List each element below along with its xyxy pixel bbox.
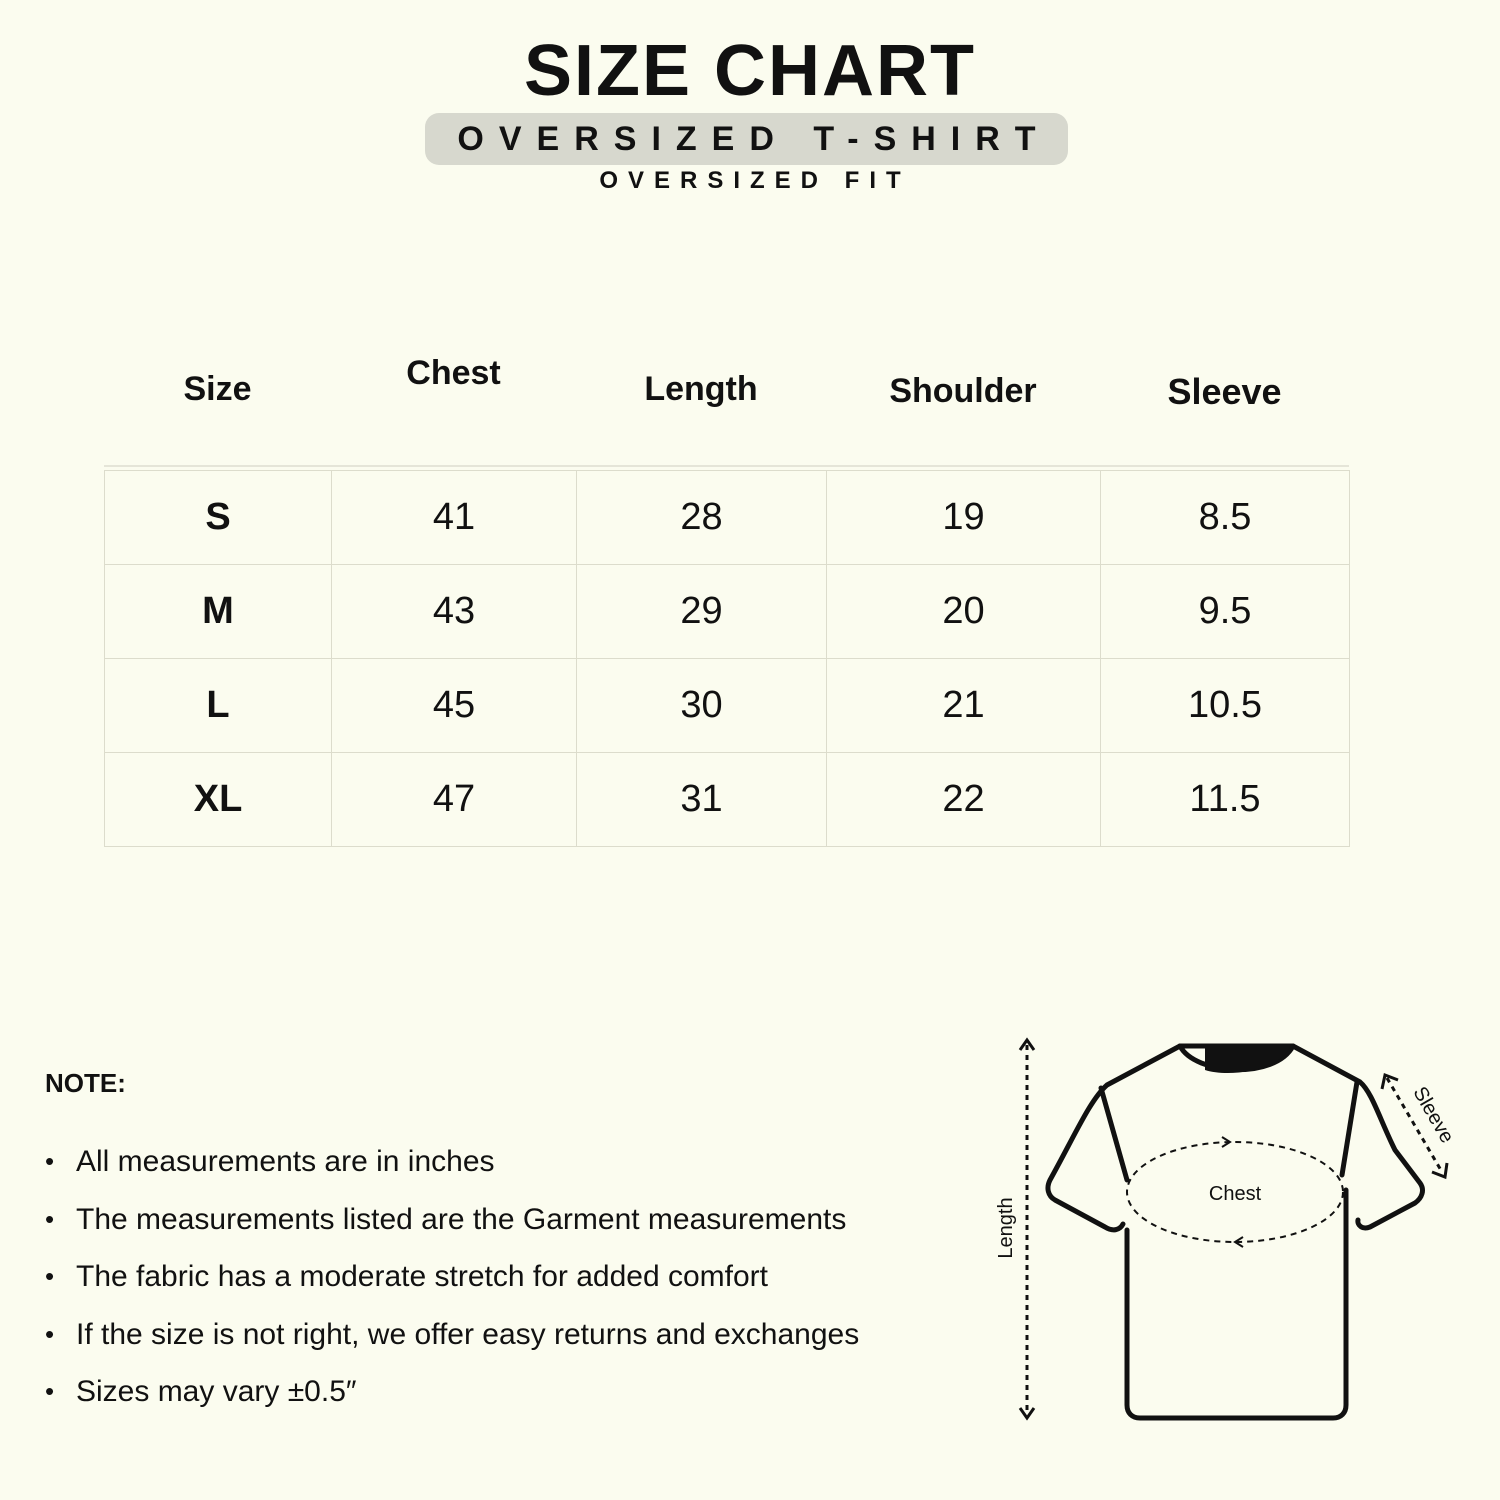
page-title: SIZE CHART [524, 31, 976, 111]
table-row [105, 565, 1350, 659]
sleeve-label: Sleeve [1408, 1083, 1459, 1147]
bullet-icon: • [45, 1376, 55, 1406]
note-text: Sizes may vary ±0.5″ [76, 1375, 357, 1408]
product-badge: OVERSIZED T-SHIRT [425, 113, 1068, 165]
sleeve-cell: 9.5 [1101, 565, 1350, 659]
column-header-shoulder: Shoulder [889, 372, 1037, 410]
note-heading: NOTE: [45, 1068, 126, 1098]
note-text: All measurements are in inches [76, 1145, 495, 1178]
length-arrow-icon [1020, 1040, 1034, 1418]
collar-icon [1205, 1047, 1290, 1073]
size-cell: L [105, 659, 332, 753]
chest-label: Chest [1208, 1183, 1262, 1205]
tshirt-diagram [985, 1030, 1465, 1440]
length-cell: 28 [577, 471, 827, 565]
shoulder-cell: 21 [827, 659, 1101, 753]
size-table [104, 470, 1350, 847]
bullet-icon: • [45, 1318, 55, 1349]
column-header-length: Length [644, 370, 758, 408]
note-text: The measurements listed are the Garment measurements [76, 1202, 847, 1236]
bullet-icon: • [45, 1203, 55, 1234]
length-cell: 29 [577, 565, 827, 659]
column-header-sleeve: Sleeve [1167, 371, 1282, 412]
sleeve-cell: 11.5 [1101, 753, 1350, 847]
column-header-chest: Chest [406, 354, 501, 392]
table-row [105, 659, 1350, 753]
shoulder-cell: 20 [827, 565, 1101, 659]
length-cell: 31 [577, 753, 827, 847]
shoulder-cell: 19 [827, 471, 1101, 565]
chest-cell: 41 [332, 471, 577, 565]
sleeve-cell: 8.5 [1101, 471, 1350, 565]
table-row [105, 753, 1350, 847]
list-item [45, 1191, 859, 1249]
size-cell: S [105, 471, 332, 565]
note-text: The fabric has a moderate stretch for added comfort [76, 1260, 769, 1293]
table-row [105, 471, 1350, 565]
list-item [45, 1133, 859, 1191]
length-cell: 30 [577, 659, 827, 753]
size-cell: M [105, 565, 332, 659]
note-list [45, 1133, 859, 1421]
shoulder-cell: 22 [827, 753, 1101, 847]
list-item [45, 1248, 859, 1306]
chest-cell: 43 [332, 565, 577, 659]
fit-subtitle: OVERSIZED FIT [599, 167, 911, 194]
table-divider [104, 465, 1349, 467]
list-item [45, 1306, 859, 1364]
bullet-icon: • [45, 1261, 55, 1291]
column-header-size: Size [183, 370, 252, 408]
bullet-icon: • [45, 1146, 55, 1176]
chest-cell: 45 [332, 659, 577, 753]
table-header [104, 354, 1349, 412]
sleeve-cell: 10.5 [1101, 659, 1350, 753]
length-label: Length [995, 1197, 1017, 1259]
chest-cell: 47 [332, 753, 577, 847]
list-item [45, 1363, 859, 1421]
size-cell: XL [105, 753, 332, 847]
tshirt-outline-icon [1048, 1046, 1423, 1418]
note-text: If the size is not right, we offer easy returns and exchanges [76, 1317, 860, 1351]
